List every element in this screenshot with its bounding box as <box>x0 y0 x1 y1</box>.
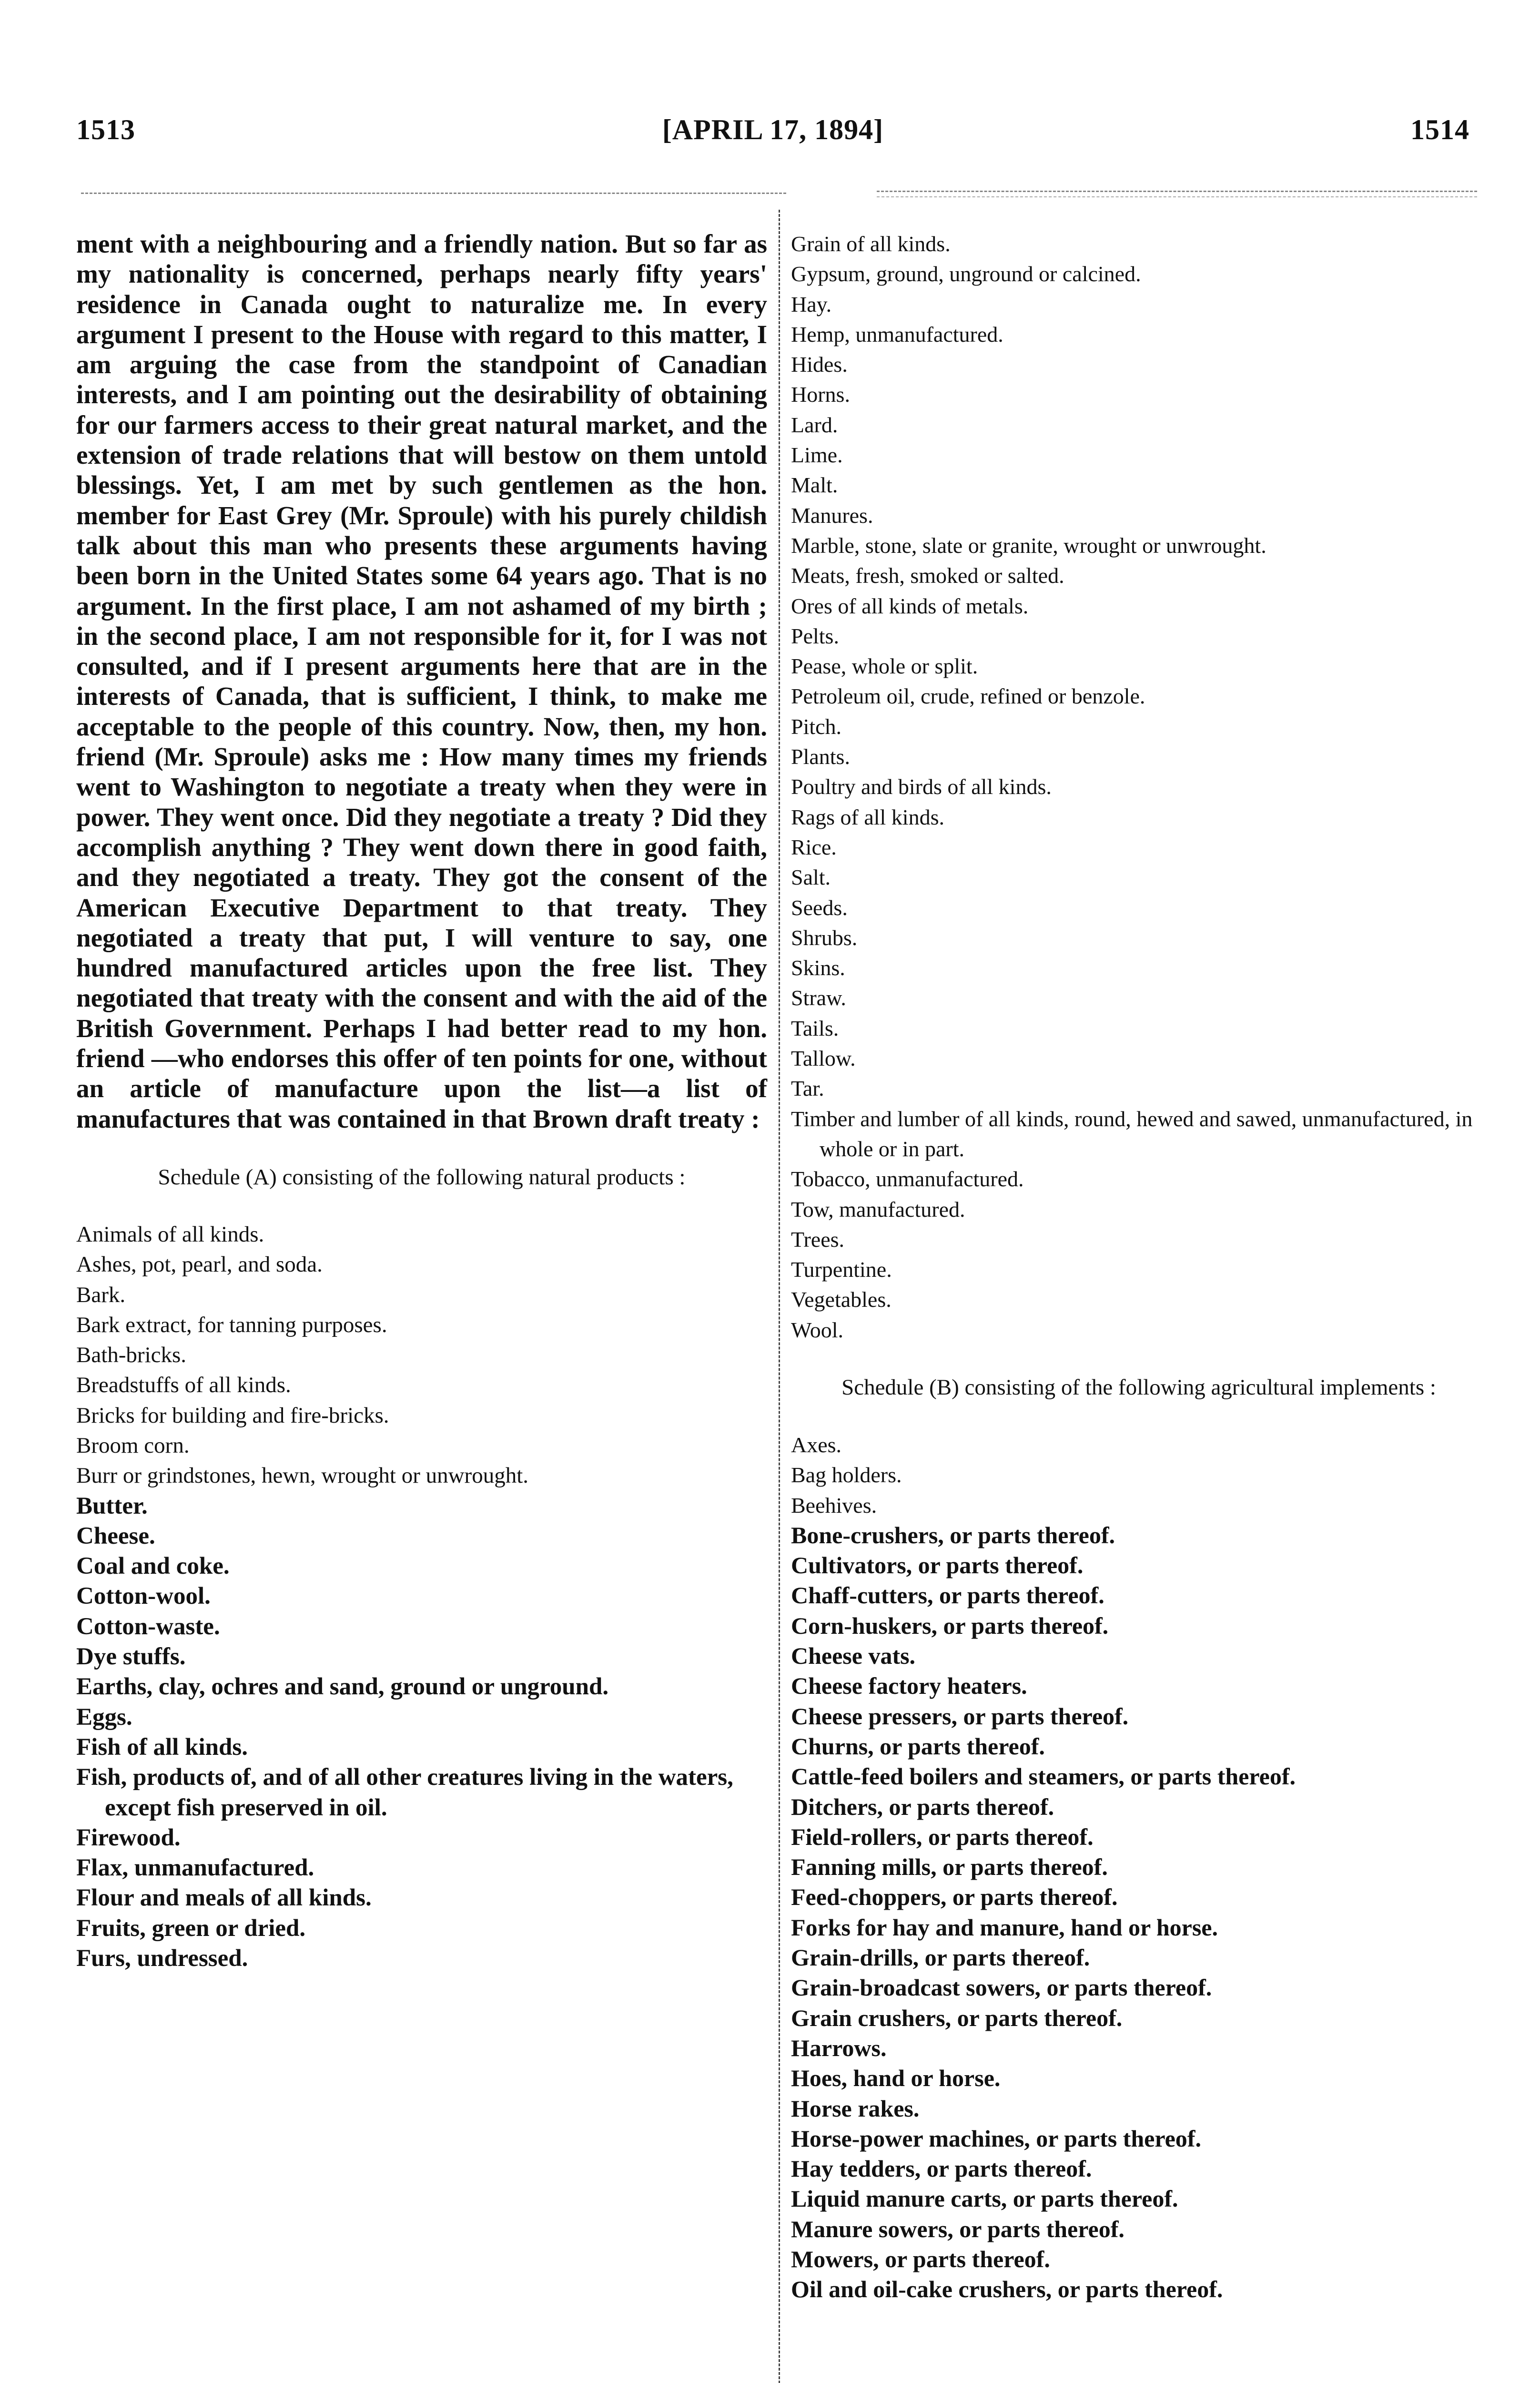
list-item: Straw. <box>791 986 846 1010</box>
list-item: Tar. <box>791 1076 824 1101</box>
list-item: Hemp, unmanufactured. <box>791 322 1003 346</box>
column-divider <box>779 210 780 2383</box>
list-item: Broom corn. <box>76 1433 190 1458</box>
list-item: Liquid manure carts, or parts thereof. <box>791 2185 1178 2212</box>
list-item: Bricks for building and fire-bricks. <box>76 1403 389 1428</box>
list-item: Poultry and birds of all kinds. <box>791 774 1052 799</box>
list-item: Bag holders. <box>791 1463 902 1487</box>
list-item: Axes. <box>791 1432 842 1457</box>
list-item: Cotton-wool. <box>76 1583 211 1610</box>
list-item: Malt. <box>791 473 838 498</box>
list-item: Firewood. <box>76 1824 181 1851</box>
list-item: Coal and coke. <box>76 1553 230 1580</box>
schedule-a-list-bold <box>76 1491 767 1974</box>
page-header <box>76 113 1469 152</box>
list-item: Cheese vats. <box>791 1642 916 1670</box>
list-item: Skins. <box>791 956 845 980</box>
list-item: Grain-broadcast sowers, or parts thereof. <box>791 1974 1212 2001</box>
header-rule-left <box>81 193 786 194</box>
list-item: Tow, manufactured. <box>791 1197 965 1222</box>
list-item: Bark. <box>76 1282 126 1307</box>
list-item: Butter. <box>76 1492 148 1519</box>
list-item: Grain-drills, or parts thereof. <box>791 1944 1090 1971</box>
list-item: Fanning mills, or parts thereof. <box>791 1853 1108 1881</box>
list-item: Petroleum oil, crude, refined or benzole. <box>791 684 1145 709</box>
list-item: Corn-huskers, or parts thereof. <box>791 1612 1109 1639</box>
header-rule-right-secondary <box>877 196 1477 197</box>
list-item: Ashes, pot, pearl, and soda. <box>76 1252 323 1277</box>
list-item: Marble, stone, slate or granite, wrought or unwrought. <box>791 533 1266 558</box>
list-item: Dye stuffs. <box>76 1643 186 1670</box>
header-rule-right <box>877 191 1477 192</box>
list-item: Horns. <box>791 382 850 407</box>
list-item: Grain of all kinds. <box>791 232 951 256</box>
list-item: Horse rakes. <box>791 2095 920 2122</box>
list-item: Rice. <box>791 835 837 859</box>
schedule-a-heading: Schedule (A) consisting of the following natural products : <box>158 1164 686 1190</box>
list-item: Lard. <box>791 412 838 437</box>
list-item: Cheese pressers, or parts thereof. <box>791 1702 1129 1730</box>
list-item: Cheese factory heaters. <box>791 1672 1027 1700</box>
page-number-left: 1513 <box>76 114 135 145</box>
list-item: Flax, unmanufactured. <box>76 1854 314 1882</box>
list-item: Manure sowers, or parts thereof. <box>791 2215 1125 2242</box>
list-item: Cultivators, or parts thereof. <box>791 1552 1084 1579</box>
list-item: Wool. <box>791 1317 844 1342</box>
list-item: Lime. <box>791 443 843 468</box>
list-item: Beehives. <box>791 1493 877 1517</box>
list-item: Breadstuffs of all kinds. <box>76 1373 291 1398</box>
list-item: Grain crushers, or parts thereof. <box>791 2004 1123 2031</box>
list-item: Fish, products of, and of all other creatures living in the waters, except fish preserved in oil. <box>76 1764 733 1821</box>
list-item: Gypsum, ground, unground or calcined. <box>791 262 1141 286</box>
schedule-b-list-plain <box>791 1430 1487 1520</box>
list-item: Hoes, hand or horse. <box>791 2065 1001 2092</box>
page-number-right: 1514 <box>1410 114 1469 145</box>
speech-paragraph: ment with a neighbouring and a friendly nation. But so far as my nationality is concerned, perhaps nearly fifty years' residence in Canada ought to naturalize me. In every argument I present to the House with regard to this matter, I am arguing the case from the standpoint of Canadian interests, and I am pointing out the desirability of obtaining for our farmers access to their great natural market, and the extension of trade relations that will bestow on them untold blessings. Yet, I am met by such gentlemen as the hon. member for East Grey (Mr. Sproule) with his purely childish talk about this man who presents these arguments having been born in the United States some 64 years ago. That is no argument. In the first place, I am not ashamed of my birth ; in the second place, I am not responsible for it, for I was not consulted, and if I present arguments here that are in the interests of Canada, that is sufficient, I think, to make me acceptable to the people of this country. Now, then, my hon. friend (Mr. Sproule) asks me : How many times my friends went to Washington to negotiate a treaty when they were in power. They went once. Did they negotiate a treaty ? Did they accomplish anything ? They went down there in good faith, and they negotiated a treaty. They got the consent of the American Executive Department to that treaty. They negotiated a treaty that put, I will venture to say, one hundred manufactured articles upon the free list. They negotiated that treaty with the consent and with the aid of the British Government. Perhaps I had better read to my hon. friend —who endorses this offer of ten points for one, without an article of manufacture upon the list—a list of manufactures that was contained in that Brown draft treaty : <box>76 229 767 1133</box>
list-item: Flour and meals of all kinds. <box>76 1884 372 1912</box>
list-item: Turpentine. <box>791 1257 892 1282</box>
list-item: Pitch. <box>791 714 842 739</box>
page-date: [APRIL 17, 1894] <box>662 114 884 145</box>
list-item: Manures. <box>791 503 873 528</box>
list-item: Harrows. <box>791 2034 887 2061</box>
list-item: Bone-crushers, or parts thereof. <box>791 1521 1115 1548</box>
list-item: Tobacco, unmanufactured. <box>791 1167 1024 1192</box>
schedule-a-list-plain <box>76 1220 767 1491</box>
list-item: Cotton-waste. <box>76 1613 220 1640</box>
list-item: Eggs. <box>76 1703 132 1731</box>
schedule-b-heading: Schedule (B) consisting of the following agricultural implements : <box>841 1375 1436 1400</box>
list-item: Hides. <box>791 352 848 377</box>
list-item: Vegetables. <box>791 1287 892 1312</box>
list-item: Forks for hay and manure, hand or horse. <box>791 1914 1218 1941</box>
schedule-b-list-bold <box>791 1520 1487 2305</box>
list-item: Pelts. <box>791 623 839 648</box>
list-item: Earths, clay, ochres and sand, ground or unground. <box>76 1673 609 1701</box>
list-item: Rags of all kinds. <box>791 805 944 829</box>
list-item: Hay tedders, or parts thereof. <box>791 2155 1092 2182</box>
list-item: Fruits, green or dried. <box>76 1915 306 1942</box>
list-item: Oil and oil-cake crushers, or parts thereof. <box>791 2276 1223 2303</box>
list-item: Meats, fresh, smoked or salted. <box>791 563 1064 588</box>
list-item: Field-rollers, or parts thereof. <box>791 1823 1094 1850</box>
right-column <box>791 229 1487 2305</box>
list-item: Burr or grindstones, hewn, wrought or unwrought. <box>76 1463 529 1488</box>
left-column <box>76 229 767 1974</box>
list-item: Salt. <box>791 865 831 890</box>
list-item: Furs, undressed. <box>76 1945 248 1972</box>
list-item: Timber and lumber of all kinds, round, hewed and sawed, unmanufactured, in whole or in part. <box>791 1106 1473 1161</box>
list-item: Tails. <box>791 1016 839 1040</box>
list-item: Chaff-cutters, or parts thereof. <box>791 1582 1104 1609</box>
list-item: Animals of all kinds. <box>76 1222 264 1247</box>
list-item: Ores of all kinds of metals. <box>791 593 1029 618</box>
list-item: Hay. <box>791 292 832 316</box>
list-item: Seeds. <box>791 895 848 920</box>
list-item: Shrubs. <box>791 925 858 950</box>
list-item: Ditchers, or parts thereof. <box>791 1793 1054 1820</box>
list-item: Churns, or parts thereof. <box>791 1732 1045 1760</box>
list-item: Mowers, or parts thereof. <box>791 2246 1050 2272</box>
schedule-a-continued-list <box>791 229 1487 1345</box>
list-item: Bark extract, for tanning purposes. <box>76 1312 387 1337</box>
list-item: Pease, whole or split. <box>791 654 978 679</box>
list-item: Tallow. <box>791 1046 856 1071</box>
list-item: Horse-power machines, or parts thereof. <box>791 2125 1201 2152</box>
list-item: Cattle-feed boilers and steamers, or parts thereof. <box>791 1763 1296 1790</box>
list-item: Fish of all kinds. <box>76 1733 248 1761</box>
list-item: Trees. <box>791 1227 845 1252</box>
list-item: Cheese. <box>76 1522 155 1549</box>
list-item: Plants. <box>791 744 850 769</box>
list-item: Bath-bricks. <box>76 1343 187 1368</box>
list-item: Feed-choppers, or parts thereof. <box>791 1884 1118 1911</box>
